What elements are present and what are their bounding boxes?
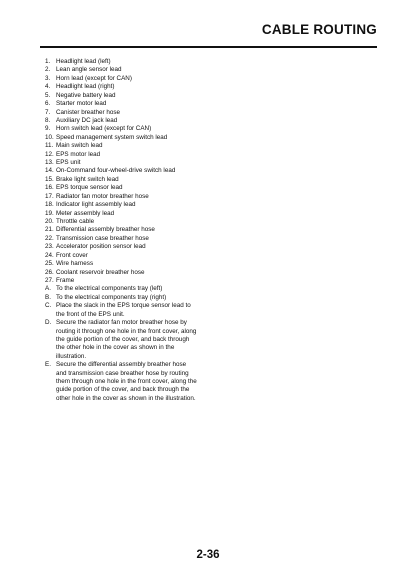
- note-item-text: guide portion of the cover, and back through the: [56, 386, 190, 394]
- legend-item: [45, 277, 245, 285]
- legend-item: [45, 142, 245, 150]
- legend-item-text: Negative battery lead: [56, 91, 116, 99]
- note-item-text: Secure the differential assembly breather hose: [56, 361, 187, 369]
- note-item-letter: D.: [45, 319, 52, 327]
- note-item-continuation: [45, 336, 245, 344]
- note-item-text: Place the slack in the EPS torque sensor lead to: [56, 302, 191, 310]
- note-item-letter: [45, 395, 56, 403]
- note-item-continuation: [45, 311, 245, 319]
- note-item-continuation: [45, 328, 245, 336]
- legend-item-number: 19.: [45, 209, 54, 217]
- note-item-letter: A.: [45, 285, 51, 293]
- legend-item-text: Front cover: [56, 251, 88, 259]
- legend-item-text: EPS torque sensor lead: [56, 184, 123, 192]
- legend-item-text: Brake light switch lead: [56, 175, 119, 183]
- note-item-letter: [45, 328, 56, 336]
- legend-item-text: Horn lead (except for CAN): [56, 74, 132, 82]
- legend-item-text: Radiator fan motor breather hose: [56, 192, 149, 200]
- note-item-text: the front of the EPS unit.: [56, 310, 125, 318]
- note-item-continuation: [45, 386, 245, 394]
- note-item-text: Secure the radiator fan motor breather hose by: [56, 319, 187, 327]
- legend-item-text: EPS unit: [56, 159, 81, 167]
- legend-item-number: 7.: [45, 108, 51, 116]
- note-item-letter: [45, 336, 56, 344]
- legend-item: [45, 100, 245, 108]
- legend-item-number: 23.: [45, 243, 54, 251]
- note-item-letter: B.: [45, 293, 51, 301]
- legend-item-number: 26.: [45, 268, 54, 276]
- note-item-text: and transmission case breather hose by routing: [56, 369, 189, 377]
- legend-item-number: 6.: [45, 100, 51, 108]
- note-item-continuation: [45, 378, 245, 386]
- legend-item-number: 3.: [45, 74, 51, 82]
- note-item-letter: [45, 378, 56, 386]
- note-item-text: them through one hole in the front cover, along the: [56, 378, 197, 386]
- legend-item-text: Indicator light assembly lead: [56, 201, 136, 209]
- legend-item-number: 8.: [45, 116, 51, 124]
- legend-item-text: Speed management system switch lead: [56, 133, 168, 141]
- legend-item: [45, 269, 245, 277]
- note-item-text: routing it through one hole in the front cover, along: [56, 327, 197, 335]
- legend-item-number: 15.: [45, 175, 54, 183]
- legend-item-number: 25.: [45, 260, 54, 268]
- note-item-letter: C.: [45, 302, 52, 310]
- legend-item: [45, 159, 245, 167]
- legend-item: [45, 66, 245, 74]
- legend-item: [45, 167, 245, 175]
- legend-item-number: 22.: [45, 234, 54, 242]
- legend-item-number: 17.: [45, 192, 54, 200]
- legend-item-text: Accelerator position sensor lead: [56, 243, 146, 251]
- note-item-letter: [45, 370, 56, 378]
- note-item-text: illustration.: [56, 352, 87, 360]
- legend-item: [45, 210, 245, 218]
- legend-item-text: Throttle cable: [56, 218, 95, 226]
- note-item: [45, 294, 245, 302]
- legend-item-number: 21.: [45, 226, 54, 234]
- note-item: [45, 285, 245, 293]
- legend-item: [45, 260, 245, 268]
- note-item-letter: [45, 353, 56, 361]
- legend-item: [45, 176, 245, 184]
- legend-item: [45, 201, 245, 209]
- legend-item: [45, 235, 245, 243]
- legend-item: [45, 125, 245, 133]
- legend-item-text: EPS motor lead: [56, 150, 101, 158]
- note-item: [45, 361, 245, 369]
- legend-item: [45, 218, 245, 226]
- note-item-text: the other hole in the cover as shown in the: [56, 344, 175, 352]
- legend-item: [45, 75, 245, 83]
- note-item-continuation: [45, 353, 245, 361]
- legend-item-number: 20.: [45, 218, 54, 226]
- legend-item-text: On-Command four-wheel-drive switch lead: [56, 167, 176, 175]
- page-title: CABLE ROUTING: [261, 22, 377, 37]
- legend-item: [45, 193, 245, 201]
- header-rule: [40, 46, 377, 48]
- legend-item: [45, 92, 245, 100]
- legend-item-text: Headlight lead (left): [56, 58, 111, 65]
- legend-item: [45, 58, 245, 66]
- legend-item-text: Coolant reservoir breather hose: [56, 268, 145, 276]
- note-item-text: To the electrical components tray (right): [56, 293, 167, 301]
- note-item-text: other hole in the cover as shown in the illustration.: [56, 394, 196, 402]
- legend-item-text: Wire harness: [56, 260, 94, 268]
- legend-list: [45, 58, 245, 403]
- legend-item: [45, 83, 245, 91]
- legend-item: [45, 252, 245, 260]
- note-item-continuation: [45, 395, 245, 403]
- legend-item-number: 1.: [45, 58, 51, 65]
- legend-item-number: 5.: [45, 91, 51, 99]
- note-item-letter: [45, 344, 56, 352]
- note-item: [45, 302, 245, 310]
- legend-item: [45, 243, 245, 251]
- legend-item-text: Meter assembly lead: [56, 209, 115, 217]
- note-item-continuation: [45, 370, 245, 378]
- legend-item-number: 18.: [45, 201, 54, 209]
- legend-item-text: Auxiliary DC jack lead: [56, 116, 118, 124]
- legend-item-text: Transmission case breather hose: [56, 234, 149, 242]
- legend-item-text: Frame: [56, 276, 75, 284]
- legend-item: [45, 109, 245, 117]
- legend-item-number: 10.: [45, 133, 54, 141]
- legend-item-number: 11.: [45, 142, 54, 150]
- note-item-letter: [45, 311, 56, 319]
- legend-item-number: 27.: [45, 276, 54, 284]
- note-item-text: the guide portion of the cover, and back through: [56, 335, 190, 343]
- legend-item: [45, 184, 245, 192]
- legend-item-number: 12.: [45, 150, 54, 158]
- legend-item-number: 9.: [45, 125, 51, 133]
- legend-item: [45, 151, 245, 159]
- page-number: 2-36: [196, 549, 220, 561]
- legend-item-text: Differential assembly breather hose: [56, 226, 155, 234]
- legend-item-number: 16.: [45, 184, 54, 192]
- legend-item: [45, 134, 245, 142]
- legend-item-text: Starter motor lead: [56, 100, 107, 108]
- legend-item-text: Main switch lead: [56, 142, 103, 150]
- note-item-continuation: [45, 344, 245, 352]
- note-item-text: To the electrical components tray (left): [56, 285, 163, 293]
- legend-item-text: Canister breather hose: [56, 108, 121, 116]
- legend-item: [45, 226, 245, 234]
- note-item-letter: [45, 386, 56, 394]
- legend-item-number: 2.: [45, 66, 51, 74]
- legend-item-text: Lean angle sensor lead: [56, 66, 122, 74]
- legend-item-text: Headlight lead (right): [56, 83, 115, 91]
- legend-item-number: 13.: [45, 159, 54, 167]
- note-item-letter: E.: [45, 361, 51, 369]
- legend-item-number: 4.: [45, 83, 51, 91]
- legend-item-number: 14.: [45, 167, 54, 175]
- legend-item-text: Horn switch lead (except for CAN): [56, 125, 152, 133]
- legend-item: [45, 117, 245, 125]
- note-item: [45, 319, 245, 327]
- legend-item-number: 24.: [45, 251, 54, 259]
